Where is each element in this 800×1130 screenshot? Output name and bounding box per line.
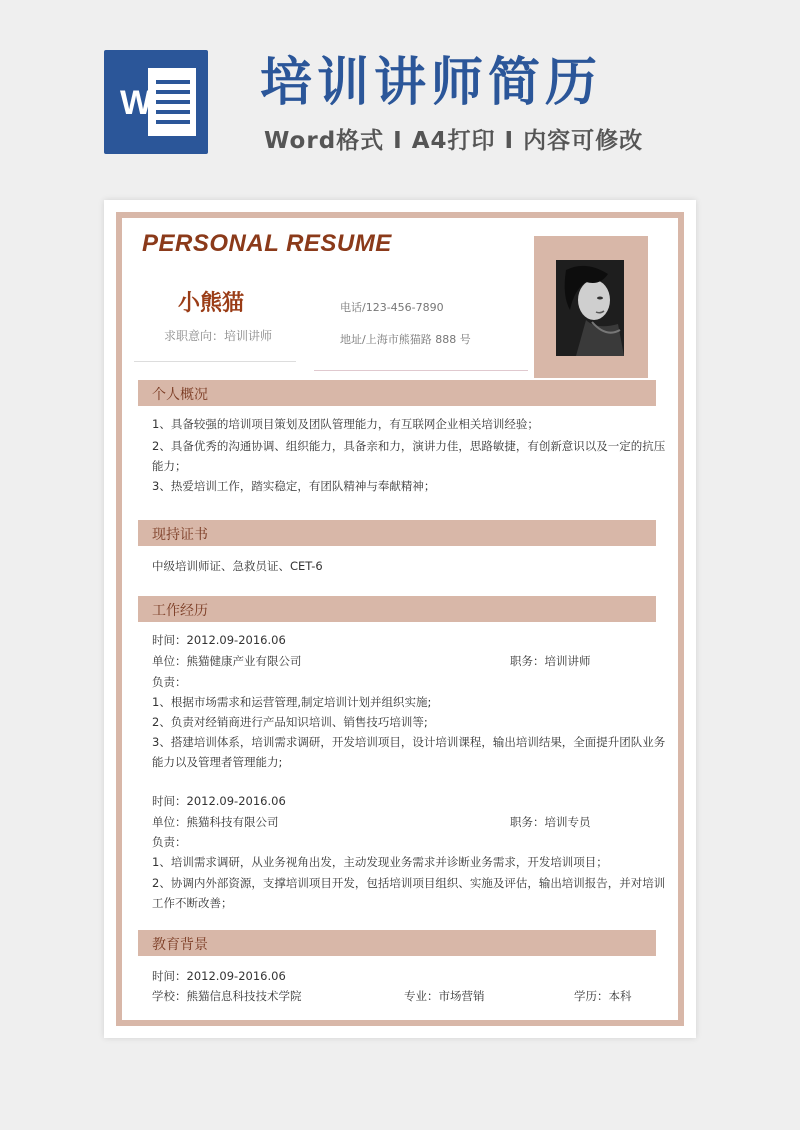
logo-letter: W: [120, 84, 153, 122]
profile-line: 3、热爱培训工作，踏实稳定，有团队精神与奉献精神；: [152, 479, 436, 493]
section-title: 工作经历: [152, 603, 208, 619]
photo-frame: [534, 236, 648, 378]
job-duty-label: 负责：: [152, 835, 187, 849]
profile-photo: [556, 260, 624, 356]
edu-major: 专业：市场营销: [404, 989, 485, 1003]
section-work: [138, 596, 656, 622]
section-title: 现持证书: [152, 527, 208, 543]
applicant-name: 小熊猫: [178, 291, 245, 316]
edu-school: 学校：熊猫信息科技技术学院: [152, 989, 302, 1003]
divider: [134, 361, 296, 362]
phone-text: 电话/123-456-7890: [340, 301, 444, 314]
section-title: 教育背景: [152, 937, 208, 953]
job-duty-label: 负责：: [152, 675, 187, 689]
job-duty-line: 工作不断改善；: [152, 896, 233, 910]
resume-title: PERSONAL RESUME: [142, 230, 392, 257]
job-duty-line: 能力以及管理者管理能力;: [152, 755, 283, 769]
section-certs: [138, 520, 656, 546]
address-text: 地址/上海市熊猫路 888 号: [340, 333, 471, 346]
job-duty-line: 3、搭建培训体系，培训需求调研，开发培训项目，设计培训课程，输出培训结果，全面提升团队业务: [152, 735, 666, 749]
job-position: 职务：培训专员: [510, 815, 591, 829]
section-education: [138, 930, 656, 956]
job-duty-line: 2、协调内外部资源，支撑培训项目开发，包括培训项目组织、实施及评估，输出培训报告，并对培训: [152, 876, 666, 890]
job-duty-line: 1、根据市场需求和运营管理,制定培训计划并组织实施;: [152, 695, 432, 709]
section-title: 个人概况: [152, 387, 208, 403]
job-intent: 求职意向：培训讲师: [164, 329, 273, 343]
job-company: 单位：熊猫科技有限公司: [152, 815, 279, 829]
job-duty-line: 1、培训需求调研，从业务视角出发，主动发现业务需求并诊断业务需求，开发培训项目；: [152, 855, 608, 869]
job-position: 职务：培训讲师: [510, 654, 591, 668]
word-icon: [104, 50, 208, 154]
resume-paper: [104, 200, 696, 1038]
profile-line: 1、具备较强的培训项目策划及团队管理能力，有互联网企业相关培训经验；: [152, 417, 539, 431]
divider: [314, 370, 528, 371]
profile-line: 能力；: [152, 459, 187, 473]
profile-line: 2、具备优秀的沟通协调、组织能力，具备亲和力，演讲力佳，思路敏捷，有创新意识以及一定的抗压: [152, 439, 666, 453]
section-profile: [138, 380, 656, 406]
page-title: 培训讲师简历: [260, 53, 603, 113]
job-duty-line: 2、负责对经销商进行产品知识培训、销售技巧培训等;: [152, 715, 428, 729]
job-company: 单位：熊猫健康产业有限公司: [152, 654, 302, 668]
page-subtitle: Word格式 I A4打印 I 内容可修改: [264, 128, 644, 154]
edu-time: 时间：2012.09-2016.06: [152, 969, 286, 983]
job-time: 时间：2012.09-2016.06: [152, 633, 286, 647]
job-time: 时间：2012.09-2016.06: [152, 794, 286, 808]
certs-text: 中级培训师证、急救员证、CET-6: [152, 559, 323, 573]
edu-degree: 学历：本科: [574, 989, 632, 1003]
